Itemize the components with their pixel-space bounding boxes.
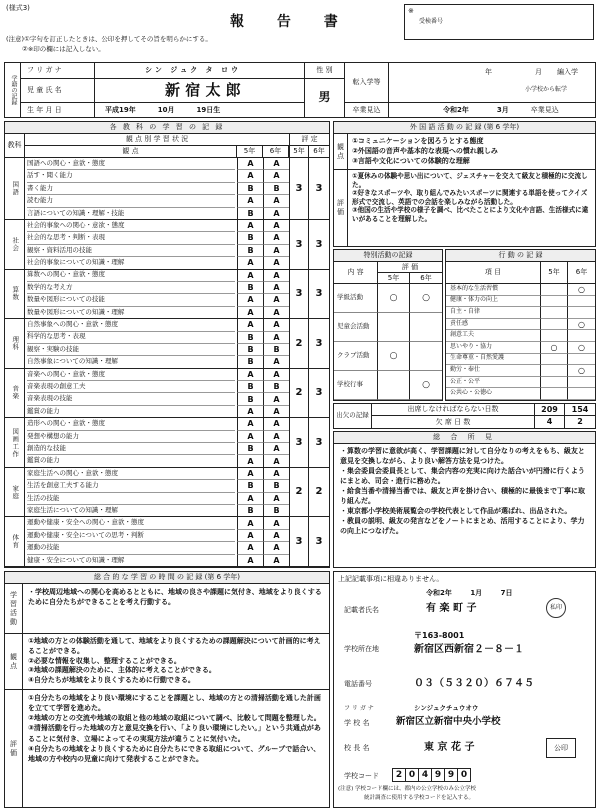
eval-grade6-value: 3 — [309, 418, 329, 468]
behavior-grade6-mark — [568, 296, 595, 308]
subjects-h-eval-g6: 6年 — [309, 146, 329, 158]
behavior-item-name: 自主・自律 — [446, 307, 541, 319]
certification-block — [333, 571, 596, 808]
transfer-sub: 小学校から転学 — [525, 86, 568, 93]
view-grade5-value: B — [237, 443, 263, 455]
subjects-h-subject: 教科 — [5, 134, 25, 158]
overall-text: ・算数の学習に意欲が高く、学習課題に対して自分なりの考えをもち、級友と意見を交換しながら、より良い解答方法を見つけた。 ・集会委員会委員長として、集会内容の充実に向けた話合いが円滑に行くようにまとめ、司会・進行に務めた。 ・給食当番や清掃当番では、級友と声を掛け合い、積極的に最後まで丁寧に取り組んだ。 ・東京都小学校美術展覧会の学校代表として作品が選ばれ、出品された。 ・教員の説明、級友の発言などをノートにまとめ、活用することにより、学力の向上につなげた。 — [340, 447, 585, 535]
eval-grade5-value: 3 — [289, 418, 309, 468]
grad-value — [389, 103, 595, 117]
view-grade6-value: A — [263, 418, 289, 430]
subjects-h-g6: 6年 — [263, 146, 289, 158]
eval-grade6-value: 3 — [309, 517, 329, 567]
view-grade5-value: B — [237, 245, 263, 257]
attendance-record — [333, 403, 596, 429]
cert-date — [426, 589, 513, 597]
view-grade6-value: A — [263, 220, 289, 232]
special-grade5-mark: ○ — [378, 284, 410, 313]
special-grade6-mark — [410, 313, 442, 342]
behavior-record — [445, 249, 596, 401]
address-label: 学校所在地 — [344, 645, 379, 653]
behavior-item-name: 勤労・奉仕 — [446, 365, 541, 377]
view-grade5-value: A — [237, 455, 263, 467]
school-code-label: 学校コード — [344, 772, 379, 780]
attendance-absent-g5: 4 — [535, 416, 565, 428]
view-grade6-value: A — [263, 468, 289, 480]
behavior-grade5-mark — [541, 307, 568, 319]
recorder-label: 記載者氏名 — [344, 606, 379, 614]
view-grade5-value: A — [237, 257, 263, 269]
school-name-label: 学 校 名 — [344, 719, 370, 727]
school-code-digit: 4 — [418, 768, 432, 782]
subjects-h-point: 観 点 — [25, 146, 237, 158]
behavior-item-name: 生命尊重・自然愛護 — [446, 354, 541, 366]
view-point-label: 自然事象についての知識・理解 — [27, 356, 235, 368]
special-section-title: 特別活動の記録 — [334, 250, 442, 262]
note-line-1: (注意)①字句を訂正したときは、公印を押してその旨を明らかにする。 — [6, 35, 212, 43]
view-grade6-value: A — [263, 158, 289, 170]
eval-grade5-value: 2 — [289, 468, 309, 518]
special-grade6-mark — [410, 342, 442, 371]
view-grade5-value: A — [237, 542, 263, 554]
special-grade5-mark: ○ — [378, 342, 410, 371]
tel-label: 電話番号 — [344, 680, 372, 688]
student-furigana: シン ジュク タ ロウ — [95, 63, 305, 79]
behavior-item-name: 思いやり・協力 — [446, 342, 541, 354]
behavior-item-name: 健康・体力の向上 — [446, 296, 541, 308]
special-grade6-mark: ○ — [410, 371, 442, 400]
view-grade5-value: B — [237, 232, 263, 244]
view-grade5-value: A — [237, 220, 263, 232]
view-grade6-value: A — [263, 455, 289, 467]
furigana-label: フ リ ガ ナ — [21, 63, 95, 79]
attendance-must-g6: 154 — [565, 404, 595, 416]
behavior-grade5-mark: ○ — [541, 342, 568, 354]
form-label: (様式3) — [6, 4, 30, 12]
student-section-label: 学籍の記録 — [5, 63, 21, 117]
view-point-label: 音楽表現の技能 — [27, 393, 235, 405]
view-grade6-value: B — [263, 480, 289, 492]
view-grade6-value: A — [263, 307, 289, 319]
integrated-eval-label: 評価 — [5, 690, 23, 807]
school-code-digit: 0 — [457, 768, 471, 782]
eval-grade6-value: 2 — [309, 468, 329, 518]
behavior-grade5-mark — [541, 377, 568, 389]
special-h-g6: 6年 — [410, 273, 442, 284]
sex-label: 性 別 — [305, 63, 345, 79]
special-activity-name: 学級活動 — [334, 284, 378, 313]
view-grade6-value: A — [263, 493, 289, 505]
behavior-grade6-mark — [568, 330, 595, 342]
subjects-h-g5: 5年 — [237, 146, 263, 158]
eval-grade6-value: 3 — [309, 369, 329, 419]
subject-divider — [25, 566, 289, 567]
view-point-label: 社会的事象への関心・意欲・態度 — [27, 220, 235, 232]
school-name: 新宿区立新宿中央小学校 — [396, 716, 501, 727]
eval-grade6-value: 3 — [309, 158, 329, 220]
view-point-label: 生活を創意工夫する能力 — [27, 480, 235, 492]
school-code-boxes — [392, 768, 471, 782]
view-grade5-value: A — [237, 270, 263, 282]
page-title: 報 告 書 — [230, 14, 352, 30]
transfer-value — [389, 63, 595, 103]
view-grade5-value: B — [237, 208, 263, 220]
view-grade5-value: B — [237, 381, 263, 393]
behavior-grade6-mark — [568, 354, 595, 366]
view-point-label: 社会的な思考・判断・表現 — [27, 232, 235, 244]
subject-name: 家庭 — [5, 468, 25, 518]
view-grade5-value: A — [237, 406, 263, 418]
view-grade6-value: A — [263, 170, 289, 182]
student-name: 新 宿 太 郎 — [95, 79, 305, 103]
principal-label: 校 長 名 — [344, 744, 370, 752]
view-grade6-value: A — [263, 517, 289, 529]
view-point-label: 運動の技能 — [27, 542, 235, 554]
special-h-content: 内 容 — [334, 262, 378, 284]
subjects-h-eval-g5: 5年 — [289, 146, 309, 158]
view-point-label: 創造的な技能 — [27, 443, 235, 455]
view-grade5-value: A — [237, 319, 263, 331]
dob-label: 生 年 月 日 — [21, 103, 95, 117]
dob-era: 平成19年 — [105, 105, 136, 114]
special-grade5-mark — [378, 313, 410, 342]
integrated-eval-text: ①自分たちの地域をより良い環境にすることを課題とし、地域の方との清掃活動を通した計画を立てて学習を進めた。 ②地域の方との交流や地域の取組と他の地域の取組について調べ、比較して問題を整理した。 ③清掃活動を行った地域の方と意見交換を行い、「より良い環境にしたい。」という共通点があることに気付き、立場によってその実現方法が違うことに気付いた。 ④自分たちの地域をより良くするために自分たちにできる取組について、グループで話合い、地域の方や校内の児童に向けて発表することができた。 — [28, 694, 321, 763]
eval-grade6-value: 3 — [309, 319, 329, 369]
view-grade6-value: A — [263, 356, 289, 368]
behavior-item-name: 公正・公平 — [446, 377, 541, 389]
view-grade6-value: A — [263, 443, 289, 455]
view-point-label: 家庭生活についての知識・理解 — [27, 505, 235, 517]
view-grade6-value: A — [263, 393, 289, 405]
foreign-eval-label: 評価 — [334, 170, 348, 246]
view-grade6-value: A — [263, 369, 289, 381]
view-grade6-value: A — [263, 245, 289, 257]
eval-grade6-value: 3 — [309, 270, 329, 320]
view-point-label: 社会的事象についての知識・理解 — [27, 257, 235, 269]
integrated-view-text: ①地域の方との体験活動を通して、地域をより良くするための課題解決について計画的に考えることができる。 ②必要な情報を収集し、整理することができる。 ③地域の課題解決のために、主体的に考えることができる。 ④自分たちが地域をより良くするために行動できる。 — [23, 634, 329, 690]
behavior-h-g6: 6年 — [568, 262, 595, 284]
foreign-section-title: 外 国 語 活 動 の 記 録 (第 6 学年) — [334, 122, 595, 134]
behavior-grade6-mark — [568, 307, 595, 319]
special-grade6-mark: ○ — [410, 284, 442, 313]
view-point-label: 数学的な考え方 — [27, 282, 235, 294]
behavior-h-g5: 5年 — [541, 262, 568, 284]
view-point-label: 話す・聞く能力 — [27, 170, 235, 182]
view-point-label: 運動や健康・安全への関心・意欲・態度 — [27, 517, 235, 529]
integrated-section-title: 総 合 的 な 学 習 の 時 間 の 記 録 (第 6 学年) — [5, 572, 329, 584]
principal-name: 東 京 花 子 — [424, 742, 475, 753]
behavior-grade6-mark: ○ — [568, 319, 595, 331]
reception-box — [404, 4, 594, 40]
school-tel: ０３（５３２０）６７４５ — [414, 678, 534, 689]
integrated-study-record — [4, 571, 330, 808]
view-grade6-value: A — [263, 332, 289, 344]
eval-grade5-value: 2 — [289, 369, 309, 419]
view-point-label: 書く能力 — [27, 183, 235, 195]
cert-date-month: 1月 — [470, 589, 483, 597]
grad-label: 卒業見込 — [345, 103, 389, 117]
view-grade5-value: A — [237, 307, 263, 319]
view-grade6-value: A — [263, 431, 289, 443]
special-grade5-mark — [378, 371, 410, 400]
dob-day: 19日生 — [196, 105, 221, 114]
eval-grade6-value: 3 — [309, 220, 329, 270]
view-grade6-value: A — [263, 542, 289, 554]
subjects-table — [4, 121, 330, 568]
code-note-1: (注意) 学校コード欄には、都内の公立学校のみ公立学校 — [338, 786, 477, 792]
view-point-label: 自然事象への関心・意欲・態度 — [27, 319, 235, 331]
special-body — [334, 284, 442, 400]
behavior-h-item: 項 目 — [446, 262, 541, 284]
note-line-2: ②※印の欄には記入しない。 — [22, 45, 105, 53]
subject-name: 国語 — [5, 158, 25, 220]
private-seal: 私印 — [546, 598, 566, 618]
special-activities-record — [333, 249, 443, 401]
view-point-label: 造形への関心・意欲・態度 — [27, 418, 235, 430]
view-point-label: 観察・資料活用の技能 — [27, 245, 235, 257]
foreign-view-label: 観点 — [334, 134, 348, 170]
eval-grade5-value: 3 — [289, 517, 309, 567]
school-code-digit: 9 — [444, 768, 458, 782]
postal-code: 〒163-8001 — [414, 631, 465, 640]
view-grade5-value: B — [237, 480, 263, 492]
cert-date-day: 7日 — [500, 589, 513, 597]
eval-grade5-value: 3 — [289, 270, 309, 320]
eval-grade5-value: 2 — [289, 319, 309, 369]
name-label: 児 童 氏 名 — [21, 79, 95, 103]
foreign-language-record — [333, 121, 596, 247]
view-point-label: 数量や図形についての知識・理解 — [27, 307, 235, 319]
student-sex: 男 — [305, 79, 345, 117]
attendance-must-g5: 209 — [535, 404, 565, 416]
view-grade5-value: B — [237, 344, 263, 356]
transfer-label: 転入学等 — [345, 63, 389, 103]
view-grade5-value: A — [237, 493, 263, 505]
behavior-item-name: 創意工夫 — [446, 330, 541, 342]
recorder-name: 有 楽 町 子 — [426, 603, 477, 614]
special-activity-name: 学校行事 — [334, 371, 378, 400]
view-grade6-value: A — [263, 555, 289, 567]
view-point-label: 音楽への関心・意欲・態度 — [27, 369, 235, 381]
school-kana-label: フ リ ガ ナ — [344, 705, 374, 712]
school-kana: シンジュクチュウオウ — [414, 704, 479, 712]
reception-mark: ※ — [408, 7, 414, 15]
view-point-label: 運動や健康・安全についての思考・判断 — [27, 530, 235, 542]
grad-month: 3月 — [496, 105, 509, 114]
view-point-label: 数量や図形についての技能 — [27, 294, 235, 306]
behavior-item-name: 基本的な生活習慣 — [446, 284, 541, 296]
subject-name: 音楽 — [5, 369, 25, 419]
foreign-eval-text: ①夏休みの体験や思い出について、ジェスチャーを交えて級友と積極的に交流した。 ②好きなスポーツや、取り組んでみたいスポーツに関連する単語を使ってクイズ形式で交流し、英語での会話を楽しみながら活動した。 ③他国の生活や学校の様子を調べ、比べたことにより文化や言語、生活様式に違いがあることを理解した。 — [352, 172, 589, 223]
integrated-activity-label: 学習活動 — [5, 584, 23, 634]
view-grade5-value: A — [237, 517, 263, 529]
view-grade5-value: A — [237, 369, 263, 381]
view-grade6-value: A — [263, 294, 289, 306]
view-grade5-value: A — [237, 294, 263, 306]
attendance-label: 出欠の記録 — [334, 404, 372, 428]
school-address: 新宿区西新宿２－８－１ — [414, 644, 524, 655]
grad-year: 令和2年 — [443, 105, 469, 114]
overall-section-title: 総 合 所 見 — [334, 432, 595, 444]
view-point-label: 健康・安全についての知識・理解 — [27, 555, 235, 567]
subject-name: 理科 — [5, 319, 25, 369]
integrated-activity-text: ・学校周辺地域への関心を高めるとともに、地域の良さや課題に気付き、地域をより良くするために自分たちができることを考え行動する。 — [23, 584, 329, 634]
behavior-grade5-mark — [541, 319, 568, 331]
view-grade5-value: A — [237, 431, 263, 443]
behavior-section-title: 行 動 の 記 録 — [446, 250, 595, 262]
eval-grade5-value: 3 — [289, 158, 309, 220]
view-grade5-value: A — [237, 530, 263, 542]
view-point-label: 音楽表現の創意工夫 — [27, 381, 235, 393]
school-code-digit: 9 — [431, 768, 445, 782]
view-point-label: 観察・実験の技能 — [27, 344, 235, 356]
behavior-item-name: 責任感 — [446, 319, 541, 331]
view-grade6-value: B — [263, 505, 289, 517]
attendance-absent-g6: 2 — [577, 417, 583, 427]
integrated-view-label: 観点 — [5, 634, 23, 690]
view-grade6-value: A — [263, 282, 289, 294]
subject-name: 社会 — [5, 220, 25, 270]
view-point-label: 国語への関心・意欲・態度 — [27, 158, 235, 170]
official-seal: 公印 — [546, 738, 576, 758]
special-activity-name: 児童会活動 — [334, 313, 378, 342]
special-activity-name: クラブ活動 — [334, 342, 378, 371]
behavior-grade6-mark: ○ — [568, 342, 595, 354]
view-point-label: 家庭生活への関心・意欲・態度 — [27, 468, 235, 480]
view-grade5-value: B — [237, 393, 263, 405]
view-grade5-value: A — [237, 170, 263, 182]
dob-value — [95, 103, 305, 117]
cert-statement: 上記記載事項に相違ありません。 — [338, 575, 444, 583]
view-point-label: 生活の技能 — [27, 493, 235, 505]
view-point-label: 発想や構想の能力 — [27, 431, 235, 443]
view-point-label: 鑑賞の能力 — [27, 455, 235, 467]
behavior-item-name: 公共心・公徳心 — [446, 388, 541, 400]
subjects-section-title: 各 教 科 の 学 習 の 記 録 — [5, 122, 329, 134]
view-point-label: 鑑賞の能力 — [27, 406, 235, 418]
cert-date-era: 令和2年 — [426, 589, 452, 597]
code-note-2: 統計調査に使用する学校コードを記入する。 — [364, 795, 475, 801]
view-grade6-value: A — [263, 195, 289, 207]
behavior-grade5-mark — [541, 388, 568, 400]
student-record — [4, 62, 596, 118]
behavior-grade5-mark — [541, 330, 568, 342]
view-grade6-value: A — [263, 406, 289, 418]
subjects-body — [5, 158, 329, 567]
subject-name: 体育 — [5, 517, 25, 567]
view-grade6-value: A — [263, 232, 289, 244]
view-point-label: 言語についての知識・理解・技能 — [27, 208, 235, 220]
view-grade5-value: B — [237, 282, 263, 294]
view-grade6-value: A — [263, 270, 289, 282]
view-grade5-value: A — [237, 195, 263, 207]
overall-comments — [333, 431, 596, 568]
subjects-h-eval: 評 定 — [289, 134, 329, 146]
behavior-grade5-mark — [541, 354, 568, 366]
view-grade5-value: B — [237, 183, 263, 195]
view-point-label: 読む能力 — [27, 195, 235, 207]
transfer-type: 編入学 — [557, 68, 578, 76]
attendance-absent-label: 欠 席 日 数 — [372, 416, 535, 428]
view-grade5-value: B — [237, 356, 263, 368]
view-grade6-value: B — [263, 183, 289, 195]
transfer-month: 月 — [535, 68, 542, 76]
view-point-label: 算数への関心・意欲・態度 — [27, 270, 235, 282]
subject-name: 算数 — [5, 270, 25, 320]
transfer-year: 年 — [485, 68, 492, 76]
behavior-grade5-mark — [541, 365, 568, 377]
view-grade5-value: A — [237, 418, 263, 430]
dob-month: 10月 — [157, 105, 175, 114]
behavior-grade6-mark — [568, 388, 595, 400]
view-grade6-value: A — [263, 257, 289, 269]
school-code-digit: 0 — [405, 768, 419, 782]
behavior-grade6-mark: ○ — [568, 284, 595, 296]
view-grade5-value: B — [237, 505, 263, 517]
view-grade5-value: A — [237, 158, 263, 170]
subjects-h-view: 観 点 別 学 習 状 況 — [25, 134, 289, 146]
view-grade6-value: B — [263, 381, 289, 393]
behavior-grade5-mark — [541, 284, 568, 296]
view-grade6-value: A — [263, 530, 289, 542]
view-grade5-value: A — [237, 468, 263, 480]
view-point-label: 科学的な思考・表現 — [27, 332, 235, 344]
special-h-eval: 評 価 — [378, 262, 442, 273]
behavior-grade6-mark: ○ — [568, 365, 595, 377]
school-code-digit: 2 — [392, 768, 406, 782]
eval-grade5-value: 3 — [289, 220, 309, 270]
behavior-grade6-mark — [568, 377, 595, 389]
grad-status: 卒業見込 — [530, 105, 559, 114]
subject-name: 図画工作 — [5, 418, 25, 468]
behavior-body — [446, 284, 595, 400]
attendance-must-label: 出席しなければならない日数 — [372, 404, 535, 416]
reception-label: 受検番号 — [419, 18, 444, 25]
behavior-grade5-mark — [541, 296, 568, 308]
view-grade6-value: A — [263, 208, 289, 220]
view-grade5-value: A — [237, 555, 263, 567]
view-grade5-value: B — [237, 332, 263, 344]
view-grade6-value: A — [263, 319, 289, 331]
foreign-view-text: ①コミュニケーションを図ろうとする態度 ②外国語の音声や基本的な表現への慣れ親しみ ③言語や文化についての体験的な理解 — [348, 134, 595, 170]
view-grade6-value: B — [263, 344, 289, 356]
special-h-g5: 5年 — [378, 273, 410, 284]
